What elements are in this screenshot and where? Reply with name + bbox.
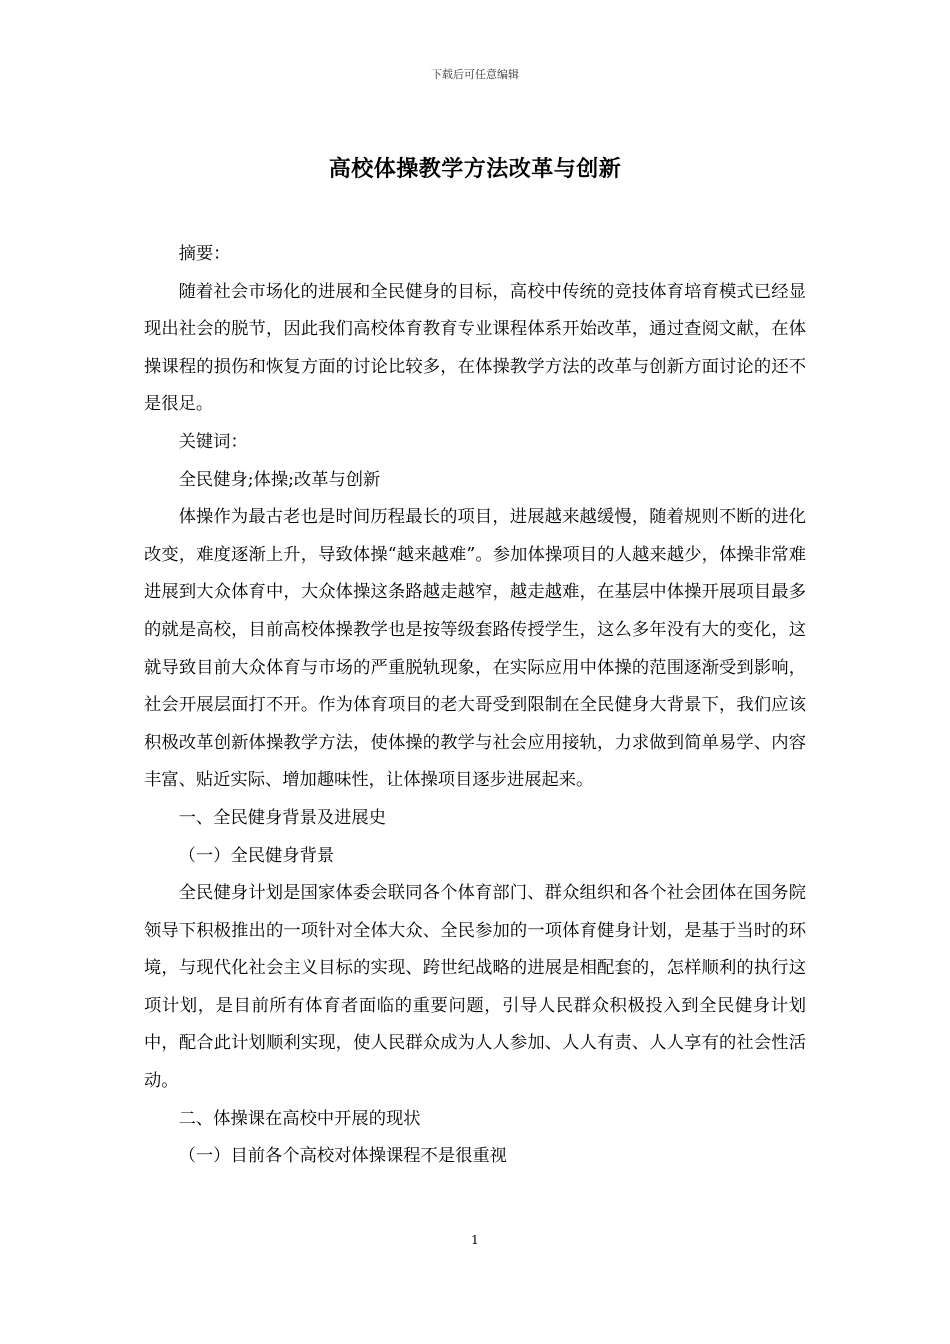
- section-2-subheading: （一）目前各个高校对体操课程不是很重视: [178, 1146, 507, 1167]
- section-1-paragraph: 全民健身计划是国家体委会联同各个体育部门、群众组织和各个社会团体在国务院领导下积极推出的一项针对全体大众、全民参加的一项体育健身计划，是基于当时的环境，与现代化社会主义目标的实现、跨世纪战略的进展是相配套的，怎样顺利的执行这项计划，是目前所有体育者面临的重要问题，引导人民群众积极投入到全民健身计划中，配合此计划顺利实现，使人民群众成为人人参加、人人有责、人人享有的社会性活动。: [144, 883, 806, 1092]
- document-body: [144, 236, 806, 1176]
- abstract-paragraph: 随着社会市场化的进展和全民健身的目标，高校中传统的竞技体育培育模式已经显现出社会的脱节，因此我们高校体育教育专业课程体系开始改革，通过查阅文献，在体操课程的损伤和恢复方面的讨论比较多，在体操教学方法的改革与创新方面讨论的还不是很足。: [144, 281, 806, 415]
- keywords-text: 全民健身;体操;改革与创新: [178, 469, 381, 490]
- section-1-heading: 一、全民健身背景及进展史: [178, 807, 386, 828]
- keywords-label: 关键词：: [178, 431, 248, 452]
- intro-paragraph: 体操作为最古老也是时间历程最长的项目，进展越来越缓慢，随着规则不断的进化改变，难度逐渐上升，导致体操“越来越难”。参加体操项目的人越来越少，体操非常难进展到大众体育中，大众体操这条路越走越窄，越走越难，在基层中体操开展项目最多的就是高校，目前高校体操教学也是按等级套路传授学生，这么多年没有大的变化，这就导致目前大众体育与市场的严重脱轨现象，在实际应用中体操的范围逐渐受到影响，社会开展层面打不开。作为体育项目的老大哥受到限制在全民健身大背景下，我们应该积极改革创新体操教学方法，使体操的教学与社会应用接轨，力求做到简单易学、内容丰富、贴近实际、增加趣味性，让体操项目逐步进展起来。: [144, 507, 806, 791]
- page-header-note: 下载后可任意编辑: [431, 68, 519, 81]
- section-1-subheading: （一）全民健身背景: [178, 845, 335, 866]
- page-number: 1: [471, 1233, 479, 1247]
- document-title: 高校体操教学方法改革与创新: [328, 156, 622, 182]
- section-2-heading: 二、体操课在高校中开展的现状: [178, 1108, 421, 1129]
- abstract-label: 摘要：: [178, 244, 231, 264]
